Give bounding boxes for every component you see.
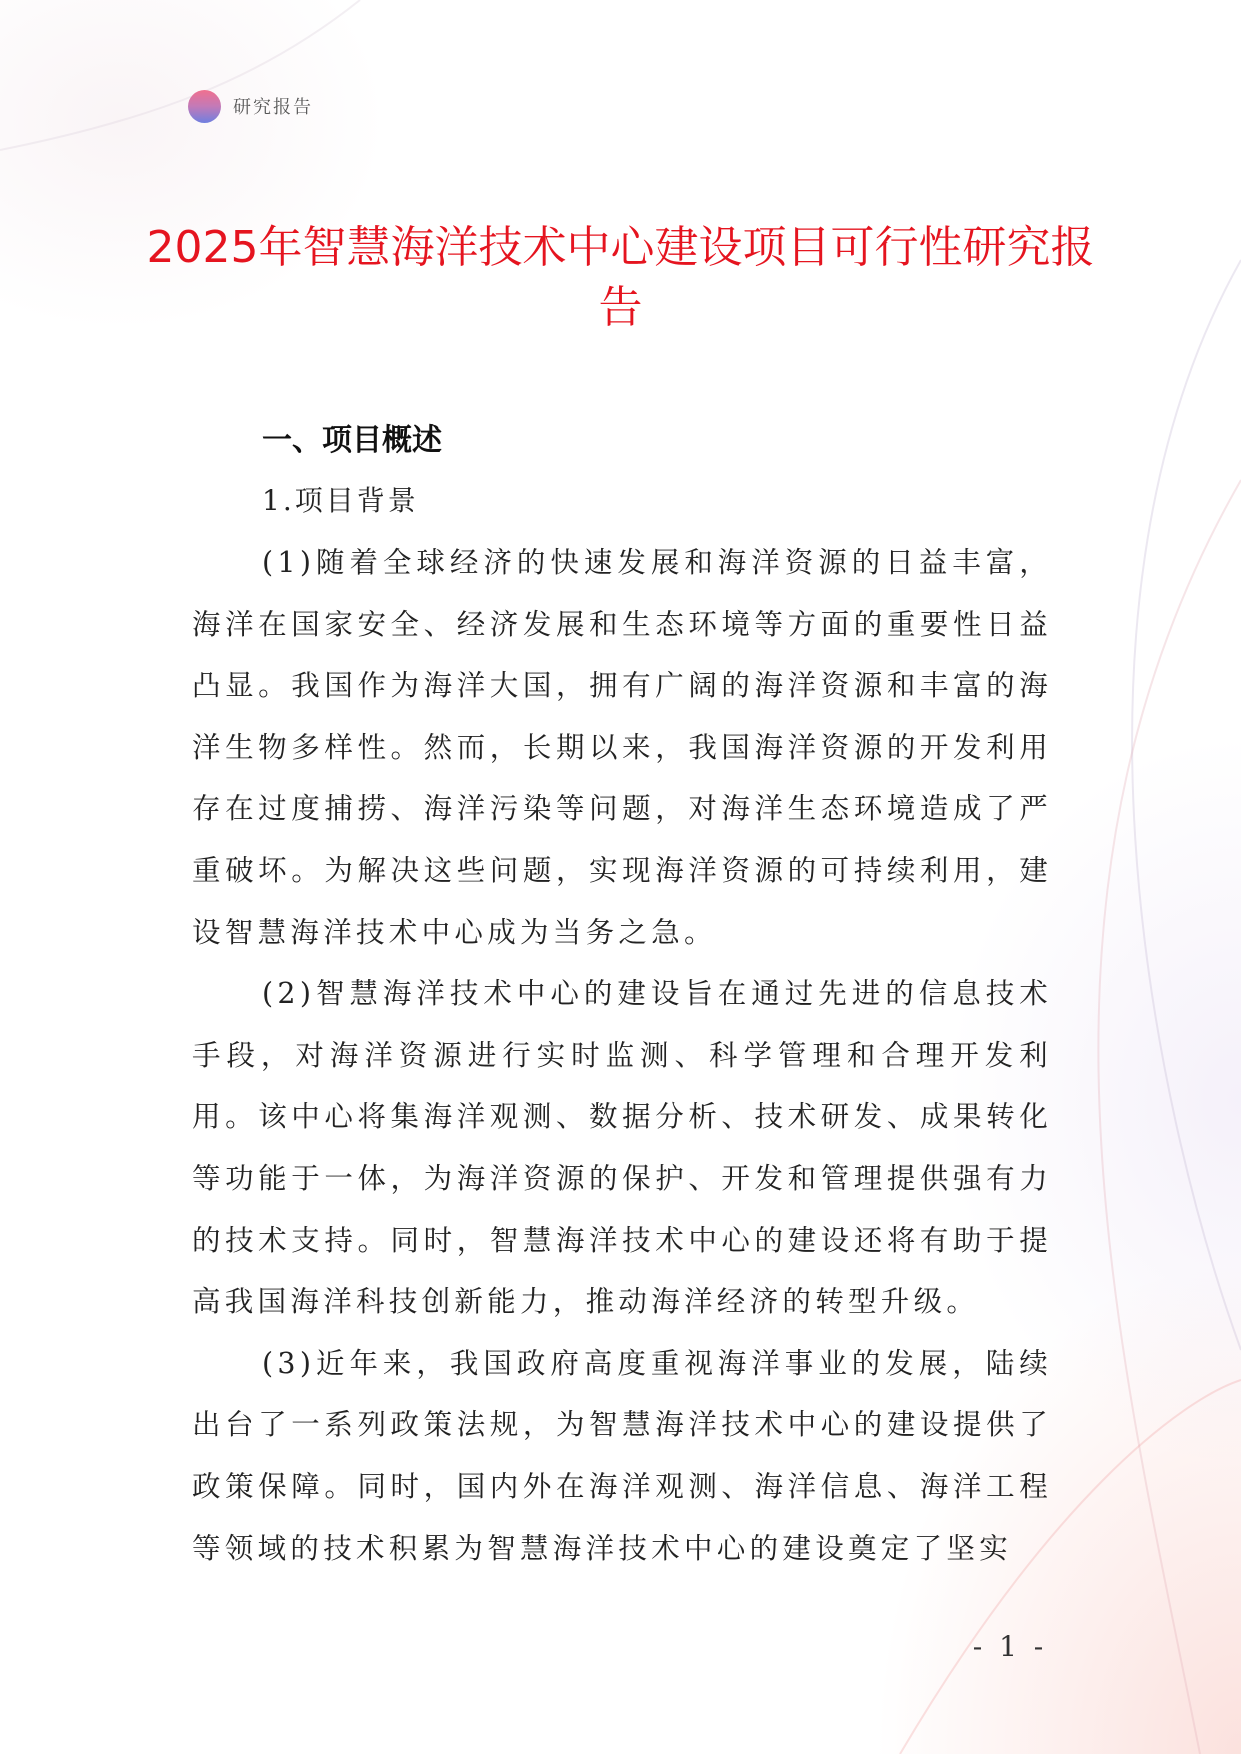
paragraph-2: (2)智慧海洋技术中心的建设旨在通过先进的信息技术手段，对海洋资源进行实时监测、科学管理和合理开发利用。该中心将集海洋观测、数据分析、技术研发、成果转化等功能于一体，为海洋资源的保护、开发和管理提供强有力的技术支持。同时，智慧海洋技术中心的建设还将有助于提高我国海洋科技创新能力，推动海洋经济的转型升级。 [192,977,1052,1319]
section-heading: 一、项目概述 [262,423,442,458]
paragraph-3: (3)近年来，我国政府高度重视海洋事业的发展，陆续出台了一系列政策法规，为智慧海洋技术中心的建设提供了政策保障。同时，国内外在海洋观测、海洋信息、海洋工程等领域的技术积累为智慧海洋技术中心的建设奠定了坚实 [192,1346,1052,1565]
brand-logo [188,90,221,123]
document-title: 2025年智慧海洋技术中心建设项目可行性研究报告 [146,222,1095,333]
header-label: 研究报告 [233,97,313,118]
document-body [192,412,1052,1579]
page-number: - 1 - [972,1630,1048,1663]
sub-heading: 1.项目背景 [262,484,419,517]
paragraph-1: (1)随着全球经济的快速发展和海洋资源的日益丰富，海洋在国家安全、经济发展和生态环境等方面的重要性日益凸显。我国作为海洋大国，拥有广阔的海洋资源和丰富的海洋生物多样性。然而，长期以来，我国海洋资源的开发利用存在过度捕捞、海洋污染等问题，对海洋生态环境造成了严重破坏。为解决这些问题，实现海洋资源的可持续利用，建设智慧海洋技术中心成为当务之急。 [192,546,1052,949]
page-header [188,89,313,123]
